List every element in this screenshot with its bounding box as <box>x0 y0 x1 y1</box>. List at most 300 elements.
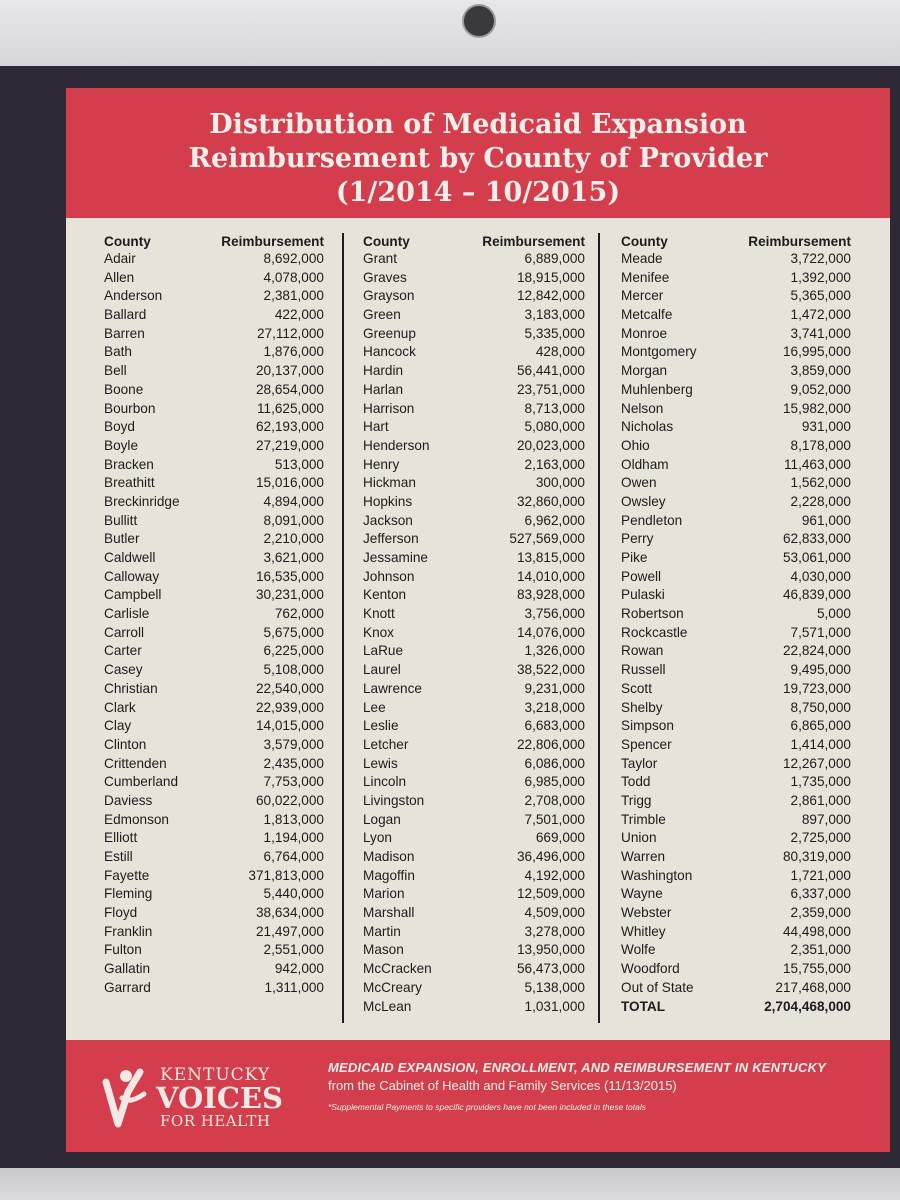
kentucky-voices-logo <box>100 1064 300 1134</box>
county-name: Hancock <box>363 344 416 360</box>
reimbursement-amount: 22,806,000 <box>516 736 585 752</box>
county-name: Green <box>363 307 401 323</box>
reimbursement-amount: 2,435,000 <box>263 755 324 771</box>
reimbursement-amount: 16,535,000 <box>255 568 324 584</box>
reimbursement-amount: 20,023,000 <box>516 437 585 453</box>
reimbursement-amount: 8,713,000 <box>524 400 585 416</box>
table-row <box>621 549 851 568</box>
county-name: Christian <box>104 680 158 696</box>
county-name: Union <box>621 830 657 846</box>
table-row <box>621 755 851 774</box>
reimbursement-amount: 4,078,000 <box>263 269 324 285</box>
county-name: Bell <box>104 363 127 379</box>
county-name: Calloway <box>104 568 160 584</box>
reimbursement-header: Reimbursement <box>748 234 851 249</box>
county-name: McCreary <box>363 979 422 995</box>
monitor-bezel-top <box>0 0 900 66</box>
reimbursement-amount: 897,000 <box>801 811 851 827</box>
reimbursement-amount: 428,000 <box>535 344 585 360</box>
county-name: Robertson <box>621 606 684 622</box>
table-row <box>104 530 324 549</box>
title-date-range: (1/2014 – 10/2015) <box>335 177 621 208</box>
county-name: Adair <box>104 251 136 266</box>
county-name: Washington <box>621 867 693 883</box>
reimbursement-amount: 3,756,000 <box>524 606 585 622</box>
table-row <box>363 699 585 718</box>
table-row <box>104 811 324 830</box>
county-name: Fulton <box>104 942 142 958</box>
title-line-2: Reimbursement by County of Provider <box>188 143 768 174</box>
county-name: Woodford <box>621 961 680 977</box>
reimbursement-amount: 942,000 <box>274 961 324 977</box>
reimbursement-amount: 62,193,000 <box>255 419 324 435</box>
reimbursement-amount: 38,522,000 <box>516 662 585 678</box>
county-name: Caldwell <box>104 550 156 565</box>
county-name: Jefferson <box>363 531 419 547</box>
reimbursement-amount: 9,052,000 <box>790 381 851 397</box>
county-name: Bullitt <box>104 512 138 528</box>
reimbursement-amount: 30,231,000 <box>255 587 324 603</box>
reimbursement-amount: 3,183,000 <box>524 307 585 323</box>
table-row <box>621 642 851 661</box>
reimbursement-amount: 20,137,000 <box>255 363 324 379</box>
table-row <box>621 269 851 288</box>
table-row <box>363 343 585 362</box>
reimbursement-amount: 3,218,000 <box>524 699 585 715</box>
reimbursement-amount: 2,725,000 <box>790 830 851 846</box>
table-row <box>363 549 585 568</box>
table-row <box>363 642 585 661</box>
county-name: Meade <box>621 251 663 266</box>
county-name: Hopkins <box>363 493 413 509</box>
reimbursement-amount: 1,414,000 <box>790 736 851 752</box>
table-row <box>621 811 851 830</box>
table-row <box>621 325 851 344</box>
reimbursement-amount: 1,392,000 <box>790 269 851 285</box>
reimbursement-amount: 2,163,000 <box>524 456 585 472</box>
table-row <box>104 867 324 886</box>
table-row <box>621 474 851 493</box>
title-line-1: Distribution of Medicaid Expansion <box>209 109 747 140</box>
reimbursement-amount: 4,894,000 <box>263 493 324 509</box>
county-name: Rockcastle <box>621 624 688 640</box>
table-row <box>363 456 585 475</box>
table-row <box>621 568 851 587</box>
county-name: Carlisle <box>104 606 150 622</box>
county-name: Carroll <box>104 624 145 640</box>
table-row <box>104 306 324 325</box>
county-name: Owen <box>621 475 657 491</box>
reimbursement-amount: 23,751,000 <box>516 381 585 397</box>
county-name: Jessamine <box>363 550 428 565</box>
county-name: Trimble <box>621 811 666 827</box>
county-name: Boyle <box>104 437 139 453</box>
county-name: Simpson <box>621 718 674 734</box>
reimbursement-header: Reimbursement <box>221 234 324 249</box>
flyer-header <box>66 88 890 218</box>
county-name: Garrard <box>104 979 151 995</box>
table-row <box>104 848 324 867</box>
table-row <box>621 773 851 792</box>
reimbursement-amount: 6,225,000 <box>263 643 324 659</box>
table-row <box>104 250 324 269</box>
county-name: Pike <box>621 550 648 565</box>
table-row <box>104 717 324 736</box>
reimbursement-amount: 6,683,000 <box>524 718 585 734</box>
table-row <box>104 325 324 344</box>
county-name: Menifee <box>621 269 670 285</box>
county-name: Russell <box>621 662 666 678</box>
county-name: Clinton <box>104 736 147 752</box>
reimbursement-amount: 1,876,000 <box>263 344 324 360</box>
county-name: Edmonson <box>104 811 169 827</box>
reimbursement-amount: 371,813,000 <box>248 867 324 883</box>
county-name: Nicholas <box>621 419 674 435</box>
table-row <box>104 586 324 605</box>
table-row <box>363 493 585 512</box>
table-row <box>363 530 585 549</box>
table-row <box>104 605 324 624</box>
county-name: Casey <box>104 662 143 678</box>
county-name: Anderson <box>104 288 163 304</box>
table-row <box>621 792 851 811</box>
county-name: McCracken <box>363 961 432 977</box>
medicaid-flyer <box>66 88 890 1152</box>
table-row <box>621 661 851 680</box>
table-row <box>363 829 585 848</box>
table-row <box>363 960 585 979</box>
table-row <box>104 885 324 904</box>
reimbursement-amount: 56,441,000 <box>516 363 585 379</box>
reimbursement-amount: 27,112,000 <box>256 325 324 341</box>
table-row <box>363 773 585 792</box>
table-row <box>104 661 324 680</box>
reimbursement-amount: 3,621,000 <box>263 550 324 565</box>
reimbursement-amount: 7,753,000 <box>263 774 324 790</box>
reimbursement-amount: 8,750,000 <box>790 699 851 715</box>
county-name: Monroe <box>621 325 668 341</box>
county-name: Hardin <box>363 363 404 379</box>
column-divider <box>342 233 344 1023</box>
county-name: Livingston <box>363 792 425 808</box>
table-row <box>104 418 324 437</box>
column-header <box>363 231 585 250</box>
county-name: Pendleton <box>621 512 683 528</box>
county-name: Lawrence <box>363 680 422 696</box>
table-row <box>621 456 851 475</box>
reimbursement-amount: 1,735,000 <box>790 774 851 790</box>
county-name: Knox <box>363 624 394 640</box>
table-row <box>363 998 585 1017</box>
reimbursement-amount: 1,721,000 <box>790 867 851 883</box>
reimbursement-amount: 2,228,000 <box>790 493 851 509</box>
table-row <box>104 624 324 643</box>
monitor-bezel-bottom <box>0 1168 900 1200</box>
reimbursement-amount: 5,440,000 <box>263 886 324 902</box>
reimbursement-amount: 6,985,000 <box>524 774 585 790</box>
table-row <box>621 586 851 605</box>
reimbursement-amount: 6,764,000 <box>263 849 324 864</box>
reimbursement-amount: 6,865,000 <box>790 718 851 734</box>
table-row <box>621 381 851 400</box>
county-name: Leslie <box>363 718 399 734</box>
county-name: Trigg <box>621 792 652 808</box>
reimbursement-amount: 2,359,000 <box>790 905 851 921</box>
table-row <box>363 661 585 680</box>
reimbursement-amount: 12,267,000 <box>782 755 851 771</box>
table-row <box>621 941 851 960</box>
table-row <box>104 493 324 512</box>
county-name: Boyd <box>104 419 135 435</box>
reimbursement-amount: 8,692,000 <box>263 251 324 266</box>
county-name: Barren <box>104 325 145 341</box>
table-row <box>363 867 585 886</box>
person-figure-icon <box>100 1064 156 1134</box>
reimbursement-amount: 2,381,000 <box>263 288 324 304</box>
reimbursement-amount: 5,335,000 <box>524 325 585 341</box>
table-row <box>363 941 585 960</box>
reimbursement-amount: 32,860,000 <box>516 493 585 509</box>
source-line: from the Cabinet of Health and Family Services (11/13/2015) <box>328 1078 677 1093</box>
footnote: *Supplemental Payments to specific providers have not been included in these totals <box>328 1102 646 1112</box>
table-row <box>363 717 585 736</box>
county-name: Graves <box>363 269 407 285</box>
flyer-footer <box>66 1040 890 1152</box>
county-name: Allen <box>104 269 135 285</box>
table-row <box>104 549 324 568</box>
table-row <box>104 979 324 998</box>
reimbursement-amount: 4,030,000 <box>790 568 851 584</box>
reimbursement-amount: 44,498,000 <box>782 923 851 939</box>
reimbursement-amount: 2,351,000 <box>790 942 851 958</box>
county-name: Warren <box>621 849 666 864</box>
county-name: TOTAL <box>621 998 666 1014</box>
county-name: Perry <box>621 531 654 547</box>
table-row <box>104 941 324 960</box>
county-column-3 <box>621 231 851 1031</box>
county-name: Bracken <box>104 456 154 472</box>
table-row <box>363 848 585 867</box>
reimbursement-amount: 15,755,000 <box>782 961 851 977</box>
reimbursement-amount: 62,833,000 <box>782 531 851 547</box>
county-name: Whitley <box>621 923 666 939</box>
reimbursement-amount: 4,192,000 <box>524 867 585 883</box>
table-row <box>621 437 851 456</box>
county-name: Marion <box>363 886 405 902</box>
county-name: Estill <box>104 849 133 864</box>
reimbursement-amount: 80,319,000 <box>782 849 851 864</box>
column-header <box>104 231 324 250</box>
reimbursement-amount: 5,000 <box>816 606 851 622</box>
reimbursement-header: Reimbursement <box>482 234 585 249</box>
table-row <box>621 923 851 942</box>
reimbursement-amount: 2,551,000 <box>263 942 324 958</box>
reimbursement-amount: 931,000 <box>801 419 851 435</box>
reimbursement-amount: 38,634,000 <box>255 905 324 921</box>
county-name: Taylor <box>621 755 658 771</box>
table-row <box>363 885 585 904</box>
county-name: Jackson <box>363 512 413 528</box>
county-name: Lee <box>363 699 386 715</box>
county-name: Oldham <box>621 456 669 472</box>
reimbursement-amount: 1,311,000 <box>264 979 324 995</box>
reimbursement-amount: 15,016,000 <box>255 475 324 491</box>
reimbursement-amount: 5,675,000 <box>263 624 324 640</box>
reimbursement-amount: 2,210,000 <box>263 531 324 547</box>
county-name: Webster <box>621 905 672 921</box>
reimbursement-amount: 56,473,000 <box>516 961 585 977</box>
county-name: Breathitt <box>104 475 155 491</box>
reimbursement-amount: 1,194,000 <box>263 830 324 846</box>
table-row <box>363 287 585 306</box>
source-heading: MEDICAID EXPANSION, ENROLLMENT, AND REIMBURSEMENT IN KENTUCKY <box>328 1060 827 1075</box>
county-name: Crittenden <box>104 755 167 771</box>
reimbursement-amount: 1,326,000 <box>524 643 585 659</box>
table-row <box>104 642 324 661</box>
table-row <box>363 736 585 755</box>
table-row <box>621 362 851 381</box>
county-name: Letcher <box>363 736 409 752</box>
table-row <box>621 904 851 923</box>
reimbursement-amount: 22,939,000 <box>255 699 324 715</box>
county-name: Mercer <box>621 288 664 304</box>
table-row <box>104 343 324 362</box>
table-row <box>104 437 324 456</box>
county-name: Grant <box>363 251 397 266</box>
reimbursement-amount: 6,962,000 <box>524 512 585 528</box>
column-divider <box>598 233 600 1023</box>
county-name: Henderson <box>363 437 430 453</box>
reimbursement-amount: 14,076,000 <box>516 624 585 640</box>
table-row <box>363 306 585 325</box>
table-row <box>104 960 324 979</box>
county-name: Ohio <box>621 437 650 453</box>
table-row <box>363 979 585 998</box>
reimbursement-amount: 36,496,000 <box>516 849 585 864</box>
webcam-icon <box>462 4 496 38</box>
county-name: Lincoln <box>363 774 407 790</box>
reimbursement-amount: 9,231,000 <box>524 680 585 696</box>
county-name: Cumberland <box>104 774 179 790</box>
county-name: Clark <box>104 699 136 715</box>
table-row <box>104 680 324 699</box>
reimbursement-amount: 5,080,000 <box>524 419 585 435</box>
reimbursement-amount: 16,995,000 <box>782 344 851 360</box>
table-row <box>104 699 324 718</box>
table-row <box>621 250 851 269</box>
reimbursement-amount: 18,915,000 <box>516 269 585 285</box>
table-row <box>363 586 585 605</box>
county-name: Kenton <box>363 587 407 603</box>
table-row <box>363 680 585 699</box>
reimbursement-amount: 3,859,000 <box>790 363 851 379</box>
county-name: Harlan <box>363 381 404 397</box>
reimbursement-amount: 22,824,000 <box>782 643 851 659</box>
county-name: Metcalfe <box>621 307 673 323</box>
reimbursement-amount: 11,463,000 <box>783 456 851 472</box>
reimbursement-amount: 83,928,000 <box>516 587 585 603</box>
reimbursement-amount: 1,562,000 <box>790 475 851 491</box>
table-row <box>621 287 851 306</box>
reimbursement-amount: 300,000 <box>535 475 585 491</box>
table-row <box>363 904 585 923</box>
county-name: Pulaski <box>621 587 665 603</box>
reimbursement-amount: 27,219,000 <box>255 437 324 453</box>
county-name: McLean <box>363 998 412 1014</box>
table-row <box>621 343 851 362</box>
column-header <box>621 231 851 250</box>
reimbursement-amount: 422,000 <box>274 307 324 323</box>
table-row <box>363 474 585 493</box>
table-row <box>104 474 324 493</box>
table-row <box>363 624 585 643</box>
county-name: Madison <box>363 849 415 864</box>
reimbursement-amount: 53,061,000 <box>782 550 851 565</box>
county-name: Greenup <box>363 325 416 341</box>
county-name: Harrison <box>363 400 415 416</box>
logo-line-2: VOICES <box>156 1081 283 1115</box>
table-row <box>363 325 585 344</box>
county-name: Johnson <box>363 568 415 584</box>
table-row <box>621 605 851 624</box>
reimbursement-amount: 13,950,000 <box>516 942 585 958</box>
reimbursement-amount: 46,839,000 <box>782 587 851 603</box>
table-row <box>363 755 585 774</box>
reimbursement-amount: 7,501,000 <box>524 811 585 827</box>
county-name: Spencer <box>621 736 672 752</box>
county-name: Marshall <box>363 905 415 921</box>
table-row <box>621 717 851 736</box>
table-row <box>363 418 585 437</box>
table-row <box>104 381 324 400</box>
table-row <box>621 530 851 549</box>
reimbursement-amount: 513,000 <box>274 456 324 472</box>
reimbursement-amount: 2,704,468,000 <box>764 998 851 1014</box>
table-row <box>363 811 585 830</box>
county-name: Campbell <box>104 587 162 603</box>
county-name: Hart <box>363 419 389 435</box>
table-row <box>104 904 324 923</box>
table-row <box>104 287 324 306</box>
table-row <box>104 400 324 419</box>
table-row <box>104 792 324 811</box>
table-row <box>363 512 585 531</box>
reimbursement-amount: 3,278,000 <box>524 923 585 939</box>
county-name: Franklin <box>104 923 153 939</box>
table-row <box>104 736 324 755</box>
table-row <box>621 829 851 848</box>
county-name: Todd <box>621 774 651 790</box>
logo-line-1: KENTUCKY <box>160 1065 271 1085</box>
reimbursement-amount: 12,509,000 <box>516 886 585 902</box>
reimbursement-amount: 14,010,000 <box>516 568 585 584</box>
reimbursement-amount: 961,000 <box>801 512 851 528</box>
table-row <box>104 829 324 848</box>
reimbursement-amount: 762,000 <box>274 606 324 622</box>
county-name: Muhlenberg <box>621 381 693 397</box>
reimbursement-amount: 12,842,000 <box>516 288 585 304</box>
county-header: County <box>621 234 668 249</box>
table-row <box>621 885 851 904</box>
county-column-2 <box>363 231 585 1031</box>
table-row <box>621 680 851 699</box>
county-name: Grayson <box>363 288 415 304</box>
table-row <box>621 699 851 718</box>
reimbursement-amount: 6,337,000 <box>790 886 851 902</box>
reimbursement-amount: 8,178,000 <box>790 437 851 453</box>
table-row <box>104 512 324 531</box>
table-row <box>621 960 851 979</box>
